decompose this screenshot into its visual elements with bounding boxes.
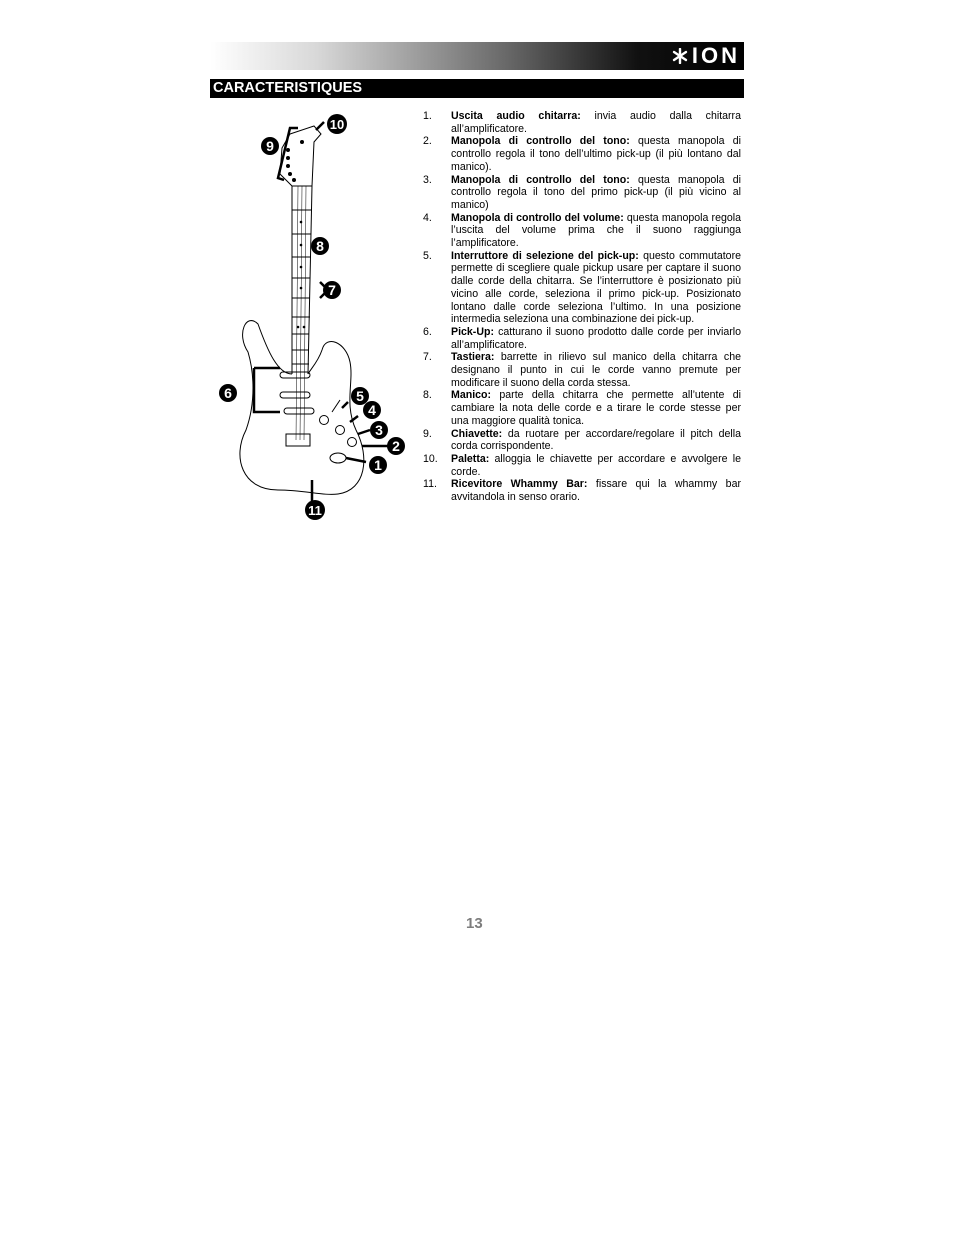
callout-6-label: 6 bbox=[224, 385, 232, 401]
feature-text bbox=[451, 174, 741, 212]
feature-term: Manico: bbox=[451, 389, 492, 402]
ion-star-icon bbox=[672, 48, 688, 64]
feature-text bbox=[451, 326, 741, 351]
feature-number: 5. bbox=[423, 249, 432, 262]
feature-number: 4. bbox=[423, 211, 432, 224]
feature-text bbox=[451, 110, 741, 135]
feature-term: Manopola di controllo del volume: bbox=[451, 211, 624, 224]
feature-number: 3. bbox=[423, 173, 432, 186]
feature-text bbox=[451, 428, 741, 453]
callout-8-label: 8 bbox=[316, 238, 324, 254]
feature-text bbox=[451, 135, 741, 173]
feature-term: Paletta: bbox=[451, 452, 490, 465]
feature-term: Ricevitore Whammy Bar: bbox=[451, 478, 588, 491]
callout-5-label: 5 bbox=[356, 388, 364, 404]
callout-1 bbox=[369, 456, 387, 474]
page-number: 13 bbox=[466, 915, 483, 932]
feature-number: 6. bbox=[423, 325, 432, 338]
feature-text bbox=[451, 453, 741, 478]
feature-description: questa manopola di controllo regola il tono dell’ultimo pick-up (il più lontano dal manico). bbox=[451, 135, 741, 173]
feature-description: questa manopola regola l’uscita del volume prima che il suono raggiunga l’amplificatore. bbox=[451, 211, 741, 250]
callout-9-label: 9 bbox=[266, 138, 274, 154]
section-title: CARACTERISTIQUES bbox=[210, 79, 744, 98]
feature-text bbox=[451, 389, 741, 427]
feature-item bbox=[423, 351, 741, 389]
callout-7-label: 7 bbox=[328, 282, 336, 298]
feature-item bbox=[423, 174, 741, 212]
feature-number: 7. bbox=[423, 351, 432, 364]
feature-term: Manopola di controllo del tono: bbox=[451, 173, 630, 186]
feature-term: Manopola di controllo del tono: bbox=[451, 135, 630, 148]
ion-logo bbox=[672, 44, 740, 68]
feature-description: alloggia le chiavette per accordare e avvolgere le corde. bbox=[451, 452, 741, 478]
feature-text bbox=[451, 250, 741, 326]
callout-8 bbox=[311, 237, 329, 255]
callout-3-label: 3 bbox=[375, 422, 383, 438]
callout-10-label: 10 bbox=[329, 117, 345, 132]
callout-6 bbox=[219, 384, 237, 402]
callout-4-label: 4 bbox=[368, 402, 376, 418]
callout-1-label: 1 bbox=[374, 457, 382, 473]
header-bar bbox=[210, 42, 744, 70]
feature-description: parte della chitarra che permette all’utente di cambiare la nota delle corde e a tirare le corde stesse per una maggiore qualità tonica. bbox=[451, 389, 741, 427]
feature-term: Tastiera: bbox=[451, 351, 495, 364]
feature-text bbox=[451, 351, 741, 389]
feature-description: invia audio dalla chitarra all’amplificatore. bbox=[451, 110, 741, 135]
feature-term: Interruttore di selezione del pick-up: bbox=[451, 249, 639, 262]
feature-number: 2. bbox=[423, 135, 432, 148]
feature-term: Chiavette: bbox=[451, 427, 503, 440]
feature-term: Uscita audio chitarra: bbox=[451, 110, 581, 122]
callout-3 bbox=[370, 421, 388, 439]
callout-2 bbox=[387, 437, 405, 455]
feature-item bbox=[423, 135, 741, 173]
guitar-diagram bbox=[218, 112, 408, 527]
callout-11-label: 11 bbox=[308, 503, 322, 518]
brand-text: ION bbox=[691, 43, 740, 68]
callout-11 bbox=[305, 500, 325, 520]
feature-list bbox=[423, 110, 741, 504]
feature-item bbox=[423, 326, 741, 351]
feature-item bbox=[423, 250, 741, 326]
feature-text bbox=[451, 478, 741, 503]
callout-4 bbox=[363, 401, 381, 419]
feature-description: fissare qui la whammy bar avvitandola in senso orario. bbox=[451, 478, 741, 504]
feature-description: barrette in rilievo sul manico della chitarra che designano il punto in cui le corde vanno premute per modificare il suono della corda stessa. bbox=[451, 351, 741, 389]
callout-5 bbox=[351, 387, 369, 405]
callout-2-label: 2 bbox=[392, 438, 400, 454]
feature-item bbox=[423, 453, 741, 478]
feature-number: 8. bbox=[423, 389, 432, 402]
callout-7 bbox=[323, 281, 341, 299]
callout-10 bbox=[327, 114, 347, 134]
feature-number: 1. bbox=[423, 110, 432, 122]
feature-number: 9. bbox=[423, 427, 432, 440]
feature-description: questo commutatore permette di scegliere quale pickup usare per captare il suono dalle corde della chitarra. Se l’interruttore è posizionato più vicino alle corde, seleziona il primo pick-up. Posizionato lontano dalle corde seleziona l’ultimo. In una posizione intermedia seleziona una combinazione dei pick-up. bbox=[451, 249, 741, 326]
feature-item bbox=[423, 428, 741, 453]
feature-description: da ruotare per accordare/regolare il pitch della corda corrispondente. bbox=[451, 427, 741, 453]
feature-term: Pick-Up: bbox=[451, 325, 494, 338]
feature-item bbox=[423, 110, 741, 135]
feature-description: catturano il suono prodotto dalle corde per inviarlo all’amplificatore. bbox=[451, 325, 741, 351]
feature-item bbox=[423, 212, 741, 250]
feature-number: 10. bbox=[423, 452, 438, 465]
feature-item bbox=[423, 478, 741, 503]
feature-number: 11. bbox=[423, 478, 437, 491]
callout-9 bbox=[261, 137, 279, 155]
feature-text bbox=[451, 212, 741, 250]
feature-description: questa manopola di controllo regola il tono del primo pick-up (il più vicino al manico) bbox=[451, 173, 741, 211]
feature-item bbox=[423, 389, 741, 427]
